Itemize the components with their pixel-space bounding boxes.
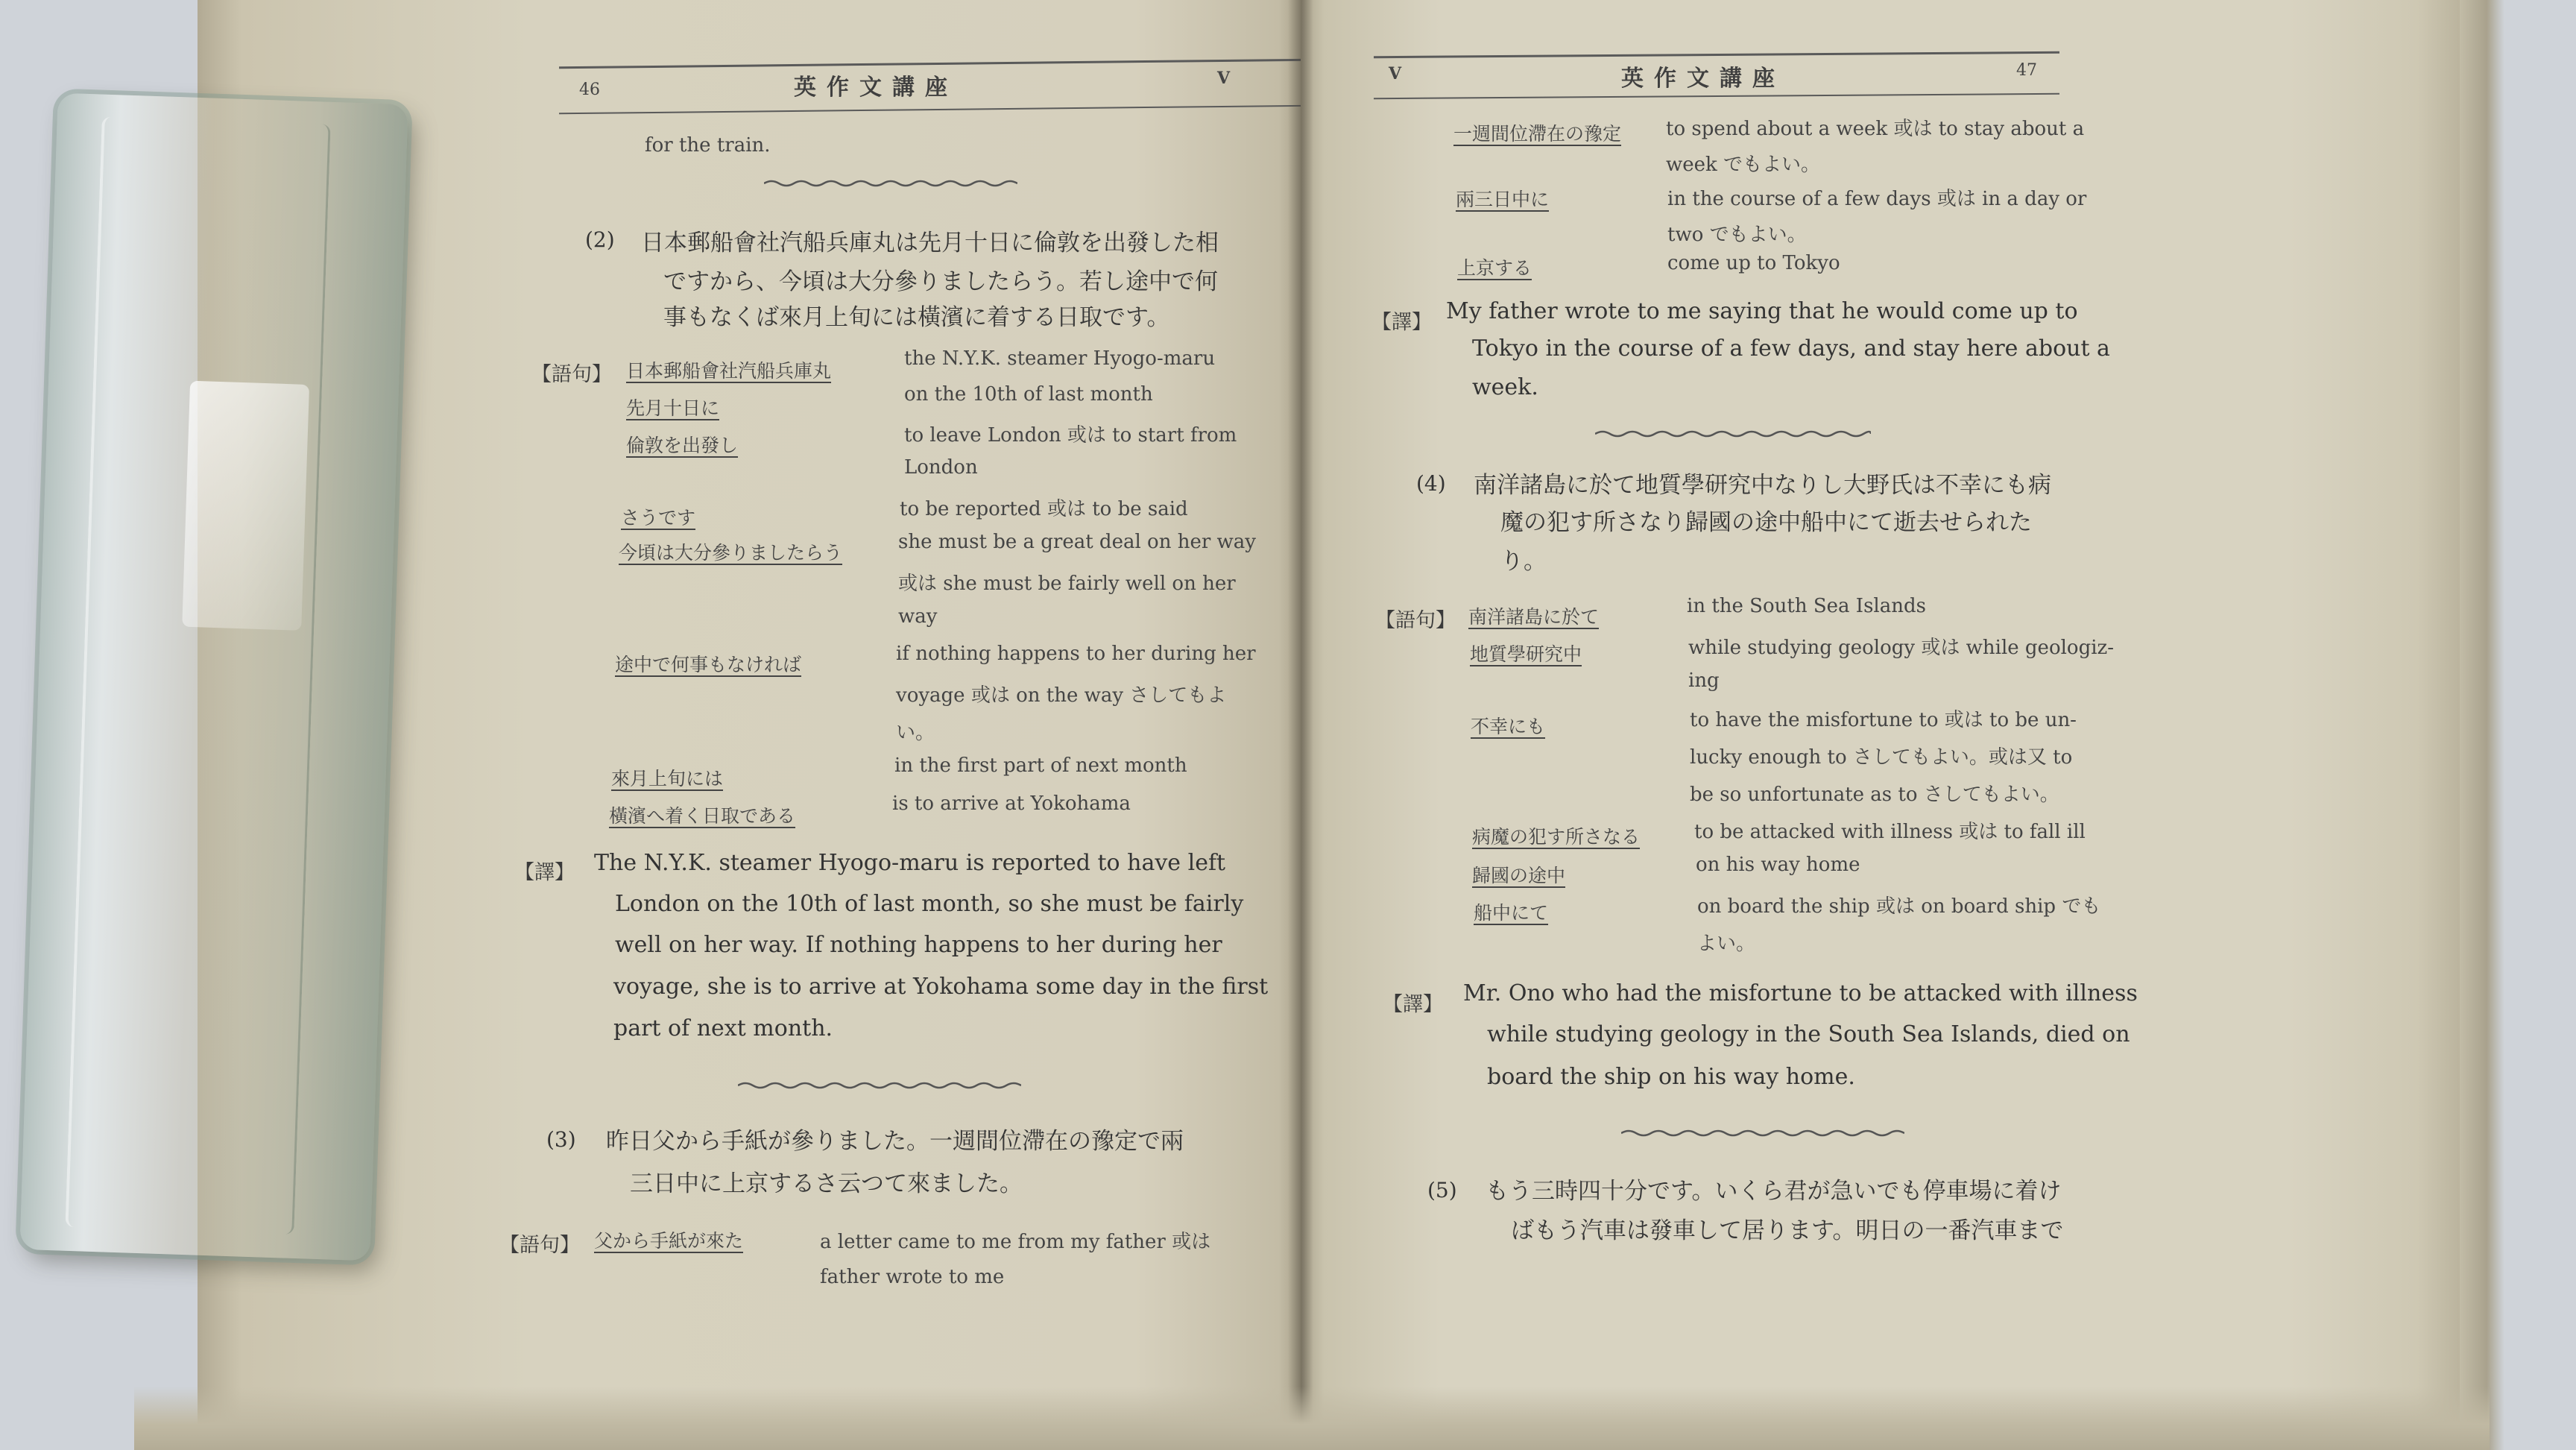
wavy-divider [1621, 1127, 1904, 1139]
question-text: 日本郵船會社汽船兵庫丸は先月十日に倫敦を出發した相 [641, 230, 1219, 256]
question-text: 三日中に上京するさ云つて來ました。 [630, 1170, 1023, 1197]
wavy-divider [1595, 428, 1871, 440]
translation-text: voyage, she is to arrive at Yokohama some day in the first [613, 974, 1269, 1000]
chapter-mark: V [1217, 69, 1231, 88]
gloss-meaning: way [898, 605, 938, 628]
gloss-meaning: she must be a great deal on her way [898, 531, 1256, 553]
gloss-meaning: い。 [896, 722, 935, 744]
translation-text: while studying geology in the South Sea Islands, died on [1487, 1021, 2130, 1047]
gloss-meaning: if nothing happens to her during her [896, 643, 1256, 665]
translation-text: well on her way. If nothing happens to her during her [615, 932, 1222, 958]
book-bottom-edge [134, 1387, 2490, 1450]
gloss-term: 兩三日中に [1456, 189, 1550, 210]
translation-text: week. [1472, 374, 1538, 400]
translation-text: London on the 10th of last month, so she must be fairly [615, 891, 1244, 917]
text-line: for the train. [645, 134, 771, 157]
glass-inner-edge [65, 117, 330, 1235]
gloss-label: 【語句】 [531, 363, 612, 386]
gloss-meaning: come up to Tokyo [1667, 252, 1840, 274]
gloss-term: 一週間位滯在の豫定 [1453, 123, 1622, 145]
translation-text: Mr. Ono who had the misfortune to be attacked with illness [1463, 980, 2138, 1006]
gloss-meaning: father wrote to me [820, 1266, 1005, 1288]
gloss-meaning: London [904, 456, 978, 479]
gloss-meaning: in the first part of next month [894, 754, 1187, 777]
question-text: 事もなくば來月上旬には橫濱に着する日取です。 [663, 304, 1170, 331]
gloss-meaning: on the 10th of last month [904, 383, 1153, 406]
right-page [1301, 0, 2463, 1450]
translation-text: part of next month. [613, 1015, 833, 1041]
chapter-mark: V [1389, 64, 1402, 83]
gloss-meaning: to have the misfortune to 或は to be un- [1690, 709, 2077, 731]
question-number: (4) [1416, 471, 1446, 496]
gloss-term: 歸國の途中 [1472, 865, 1566, 886]
question-text: 昨日父から手紙が參りました。一週間位滯在の豫定で兩 [606, 1128, 1184, 1155]
question-text: ですから、今頃は大分參りましたらう。若し途中で何 [663, 268, 1218, 295]
gloss-meaning: to leave London 或は to start from [904, 424, 1237, 447]
gloss-meaning: ing [1688, 669, 1720, 692]
gloss-meaning: to spend about a week 或は to stay about a [1666, 118, 2085, 140]
gloss-meaning: in the South Sea Islands [1687, 595, 1926, 617]
page-number: 47 [2016, 61, 2037, 80]
gloss-term: 上京する [1457, 257, 1532, 279]
gloss-term: 先月十日に [626, 397, 720, 419]
gloss-meaning: is to arrive at Yokohama [892, 792, 1131, 815]
gloss-term: 來月上旬には [611, 768, 724, 789]
gloss-term: 不幸にも [1471, 716, 1546, 737]
gloss-meaning: to be attacked with illness 或は to fall ill [1694, 821, 2086, 843]
gloss-term: 病魔の犯す所さなる [1472, 826, 1641, 848]
question-text: 南洋諸島に於て地質學研究中なりし大野氏は不幸にも病 [1474, 472, 2051, 499]
question-text: り。 [1500, 548, 1547, 575]
header-rule-top [1374, 51, 2059, 58]
translation-text: Tokyo in the course of a few days, and stay here about a [1472, 335, 2110, 362]
gloss-meaning: the N.Y.K. steamer Hyogo-maru [904, 347, 1216, 370]
gloss-term: 倫敦を出發し [626, 435, 739, 456]
translation-text: My father wrote to me saying that he would come up to [1446, 298, 2078, 324]
translation-text: board the ship on his way home. [1487, 1064, 1855, 1090]
header-rule-bottom [1374, 93, 2059, 99]
gloss-term: さうです [621, 507, 696, 529]
page-number: 46 [579, 81, 600, 99]
gloss-meaning: 或は she must be fairly well on her [898, 573, 1236, 595]
gloss-term: 今頃は大分參りましたらう [619, 542, 843, 564]
translation-label: 【譯】 [514, 861, 575, 884]
translation-label: 【譯】 [1371, 311, 1432, 334]
page-edge [2460, 0, 2504, 1450]
gloss-meaning: a letter came to me from my father 或は [820, 1231, 1211, 1253]
header-rule-top [559, 57, 1301, 69]
question-text: もう三時四十分です。いくら君が急いでも停車場に着け [1486, 1178, 2062, 1205]
header-rule-bottom [559, 104, 1301, 115]
gloss-meaning: week でもよい。 [1666, 154, 1821, 176]
gloss-term: 途中で何事もなければ [615, 654, 802, 675]
running-title: 英作文講座 [794, 75, 958, 101]
gloss-meaning: while studying geology 或は while geologiz- [1688, 637, 2115, 659]
gloss-term: 父から手紙が來た [594, 1230, 744, 1252]
gloss-meaning: to be reported 或は to be said [900, 498, 1188, 520]
gloss-term: 橫濱へ着く日取である [609, 805, 796, 827]
gloss-meaning: two でもよい。 [1667, 224, 1807, 246]
gloss-term: 地質學研究中 [1470, 643, 1582, 665]
gloss-term: 日本郵船會社汽船兵庫丸 [626, 360, 832, 382]
wavy-divider [738, 1079, 1021, 1091]
glass-paperweight [19, 93, 408, 1261]
gloss-meaning: よい。 [1697, 933, 1756, 955]
gloss-meaning: on his way home [1696, 854, 1860, 876]
gloss-label: 【語句】 [499, 1234, 580, 1257]
question-number: (2) [585, 227, 615, 252]
glass-highlight [182, 381, 309, 631]
translation-text: The N.Y.K. steamer Hyogo-maru is reported to have left [594, 850, 1226, 876]
book-gutter [1288, 0, 1313, 1450]
gloss-meaning: voyage 或は on the way さしてもよ [896, 684, 1227, 707]
question-text: ばもう汽車は發車して居ります。明日の一番汽車まで [1511, 1217, 2064, 1244]
gloss-meaning: on board the ship 或は on board ship でも [1697, 895, 2101, 918]
wavy-divider [764, 177, 1017, 189]
running-title: 英作文講座 [1621, 66, 1785, 92]
question-number: (5) [1427, 1178, 1457, 1202]
gloss-meaning: lucky enough to さしてもよい。或は又 to [1690, 746, 2073, 769]
question-text: 魔の犯す所さなり歸國の途中船中にて逝去せられた [1500, 509, 2032, 536]
gloss-meaning: in the course of a few days 或は in a day or [1667, 188, 2087, 210]
translation-label: 【譯】 [1383, 993, 1443, 1016]
gloss-term: 南洋諸島に於て [1468, 606, 1600, 628]
gloss-label: 【語句】 [1375, 609, 1456, 632]
gloss-meaning: be so unfortunate as to さしてもよい。 [1690, 784, 2059, 806]
question-number: (3) [546, 1127, 576, 1152]
gloss-term: 船中にて [1474, 902, 1549, 924]
